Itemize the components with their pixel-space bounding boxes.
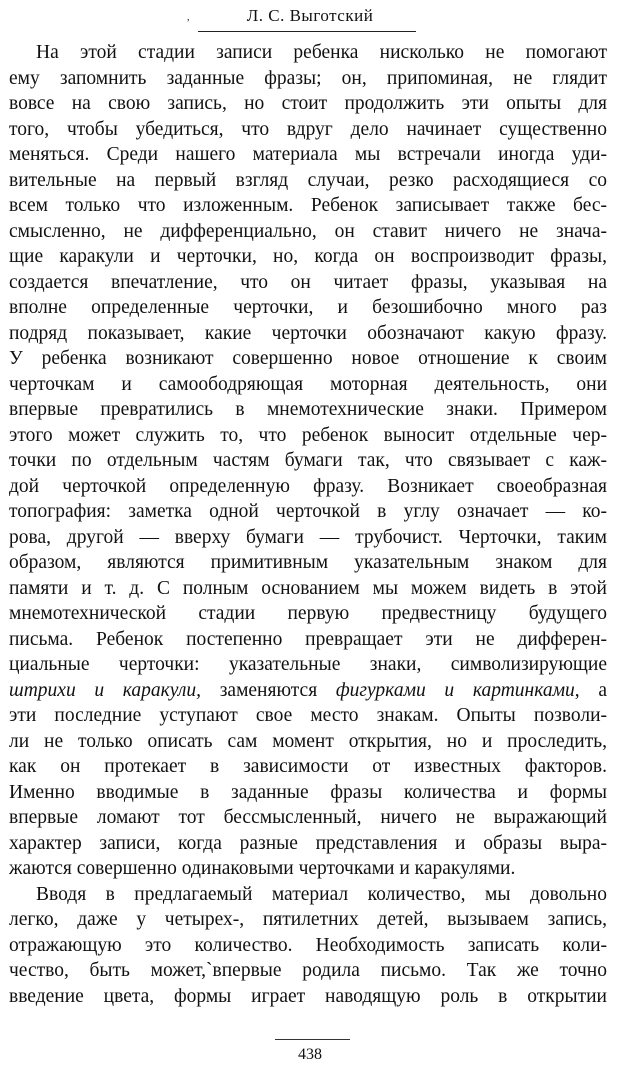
text-line: того, чтобы убедиться, что вдруг дело начинает существенно bbox=[9, 118, 607, 140]
footer-rule bbox=[275, 1039, 350, 1040]
italic-phrase: фигурками и картинками bbox=[335, 679, 575, 701]
text-line: всем только что изложенным. Ребенок записывает также бес- bbox=[9, 195, 607, 216]
text-line: вполне определенные черточки, и безошибочно много раз bbox=[9, 297, 607, 318]
text-line: дой черточкой определенную фразу. Возникает своеобразная bbox=[9, 475, 607, 497]
text-line: впервые ломают тот бессмысленный, ничего не выражающий bbox=[9, 807, 607, 828]
header-mark: , bbox=[187, 12, 190, 23]
plain-phrase: заменяются bbox=[201, 679, 336, 701]
text-line: как он протекает в зависимости от известных факторов. bbox=[9, 756, 607, 777]
text-line: отражающую это количество. Необходимость записать коли- bbox=[9, 934, 607, 956]
text-line: меняться. Среди нашего материала мы встречали иногда уди- bbox=[9, 144, 607, 165]
text-line: вительные на первый взгляд случаи, резко расходящиеся со bbox=[9, 169, 607, 191]
text-line: рова, другой — вверху бумаги — трубочист. Черточки, таким bbox=[9, 526, 607, 548]
text-line: ему запомнить заданные фразы; он, припоминая, не глядит bbox=[9, 67, 607, 89]
text-line: легко, даже у четырех-, пятилетних детей, вызываем запись, bbox=[9, 909, 607, 930]
text-line: черточкам и самоободряющая моторная деятельность, они bbox=[9, 373, 607, 395]
plain-phrase: , а bbox=[574, 679, 607, 701]
text-line: чество, быть может,`впервые родила письмо. Так же точно bbox=[9, 960, 607, 981]
text-line: циальные черточки: указательные знаки, символизирующие bbox=[9, 654, 607, 675]
text-line: жаются совершенно одинаковыми черточками и каракулями. bbox=[9, 858, 516, 879]
text-line: введение цвета, формы играет наводящую роль в открытии bbox=[9, 985, 607, 1007]
italic-phrase: штрихи и каракули, bbox=[9, 679, 202, 701]
text-line: памяти и т. д. С полным основанием мы можем видеть в этой bbox=[9, 577, 607, 599]
text-line: У ребенка возникают совершенно новое отношение к своим bbox=[9, 348, 607, 369]
text-line: вовсе на свою запись, но стоит продолжить эти опыты для bbox=[9, 93, 607, 114]
body-text bbox=[9, 40, 607, 1009]
text-line: ли не только описать сам момент открытия, но и проследить, bbox=[9, 730, 607, 752]
text-line: Именно вводимые в заданные фразы количества и формы bbox=[9, 781, 607, 803]
text-line: эти последние уступают свое место знакам. Опыты позволи- bbox=[9, 705, 607, 726]
page-number: 438 bbox=[298, 1046, 322, 1063]
text-line: создается впечатление, что он читает фразы, указывая на bbox=[9, 271, 607, 293]
text-line: Вводя в предлагаемый материал количество, мы довольно bbox=[36, 883, 607, 905]
text-line: На этой стадии записи ребенка нисколько не помогают bbox=[36, 42, 607, 63]
running-head: Л. С. Выготский bbox=[246, 6, 374, 25]
text-line: точки по отдельным частям бумаги так, что связывает с каж- bbox=[9, 450, 607, 471]
text-line: образом, являются примитивным указательным знаком для bbox=[9, 552, 607, 573]
text-line: щие каракули и черточки, но, когда он воспроизводит фразы, bbox=[9, 246, 607, 267]
text-line: этого может служить то, что ребенок выносит отдельные чер- bbox=[9, 424, 607, 446]
text-line: смысленно, не дифференциально, он ставит ничего не знача- bbox=[9, 220, 607, 242]
text-line: впервые превратились в мнемотехнические знаки. Примером bbox=[9, 399, 607, 420]
text-line: характер записи, когда разные представления и образы выра- bbox=[9, 832, 607, 854]
header-rule bbox=[198, 31, 416, 32]
text-line: подряд показывает, какие черточки обозначают какую фразу. bbox=[9, 322, 607, 344]
text-line: топография: заметка одной черточкой в углу означает — ко- bbox=[9, 501, 607, 522]
text-line: письма. Ребенок постепенно превращает эти не дифферен- bbox=[9, 628, 607, 650]
text-line: мнемотехнической стадии первую предвестницу будущего bbox=[9, 603, 607, 624]
text-line-with-italics bbox=[9, 678, 607, 704]
